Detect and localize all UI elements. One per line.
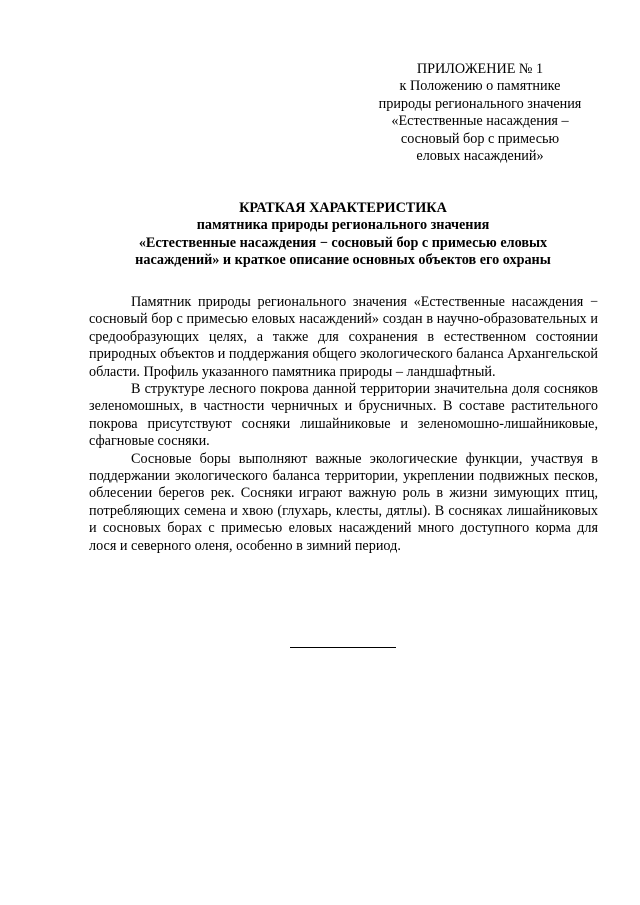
appendix-line: природы регионального значения bbox=[378, 95, 582, 112]
document-body bbox=[89, 294, 598, 555]
appendix-header bbox=[362, 61, 598, 165]
body-paragraph: Сосновые боры выполняют важные экологические функции, участвуя в поддержании экологического баланса территории, укреплении подвижных песков, облесении берегов рек. Сосняки играют важную роль в жизни зимующих птиц, потребляющих семена и хвою (глухарь, клесты, дятлы). В сосняках лишайниковых и сосновых борах с примесью еловых насаждений много доступного корма для лося и северного оленя, особенно в зимний период. bbox=[89, 450, 598, 554]
appendix-line: сосновый бор с примесью bbox=[400, 130, 560, 147]
document-title bbox=[88, 200, 598, 270]
title-line: памятника природы регионального значения bbox=[196, 217, 490, 234]
appendix-line: к Положению о памятнике bbox=[399, 78, 561, 95]
body-paragraph: Памятник природы регионального значения «Естественные насаждения − сосновый бор с примесью еловых насаждений» создан в научно-образовательных и средообразующих целях, а также для сохранения в естественном состоянии природных объектов и поддержания общего экологического баланса Архангельской области. Профиль указанного памятника природы – ландшафтный. bbox=[89, 294, 598, 380]
body-paragraph: В структуре лесного покрова данной территории значительна доля сосняков зеленомошных, в частности черничных и брусничных. В составе растительного покрова присутствуют сосняки лишайниковые и зеленомошно-лишайниковые, сфагновые сосняки. bbox=[89, 381, 598, 450]
appendix-line: «Естественные насаждения – bbox=[391, 113, 569, 130]
closing-rule bbox=[290, 647, 396, 648]
appendix-line: ПРИЛОЖЕНИЕ № 1 bbox=[416, 61, 544, 77]
title-line: «Естественные насаждения − сосновый бор с примесью еловых bbox=[138, 234, 548, 251]
title-line: насаждений» и краткое описание основных объектов его охраны bbox=[135, 252, 551, 269]
title-line: КРАТКАЯ ХАРАКТЕРИСТИКА bbox=[239, 200, 447, 216]
appendix-line: еловых насаждений» bbox=[416, 148, 544, 165]
